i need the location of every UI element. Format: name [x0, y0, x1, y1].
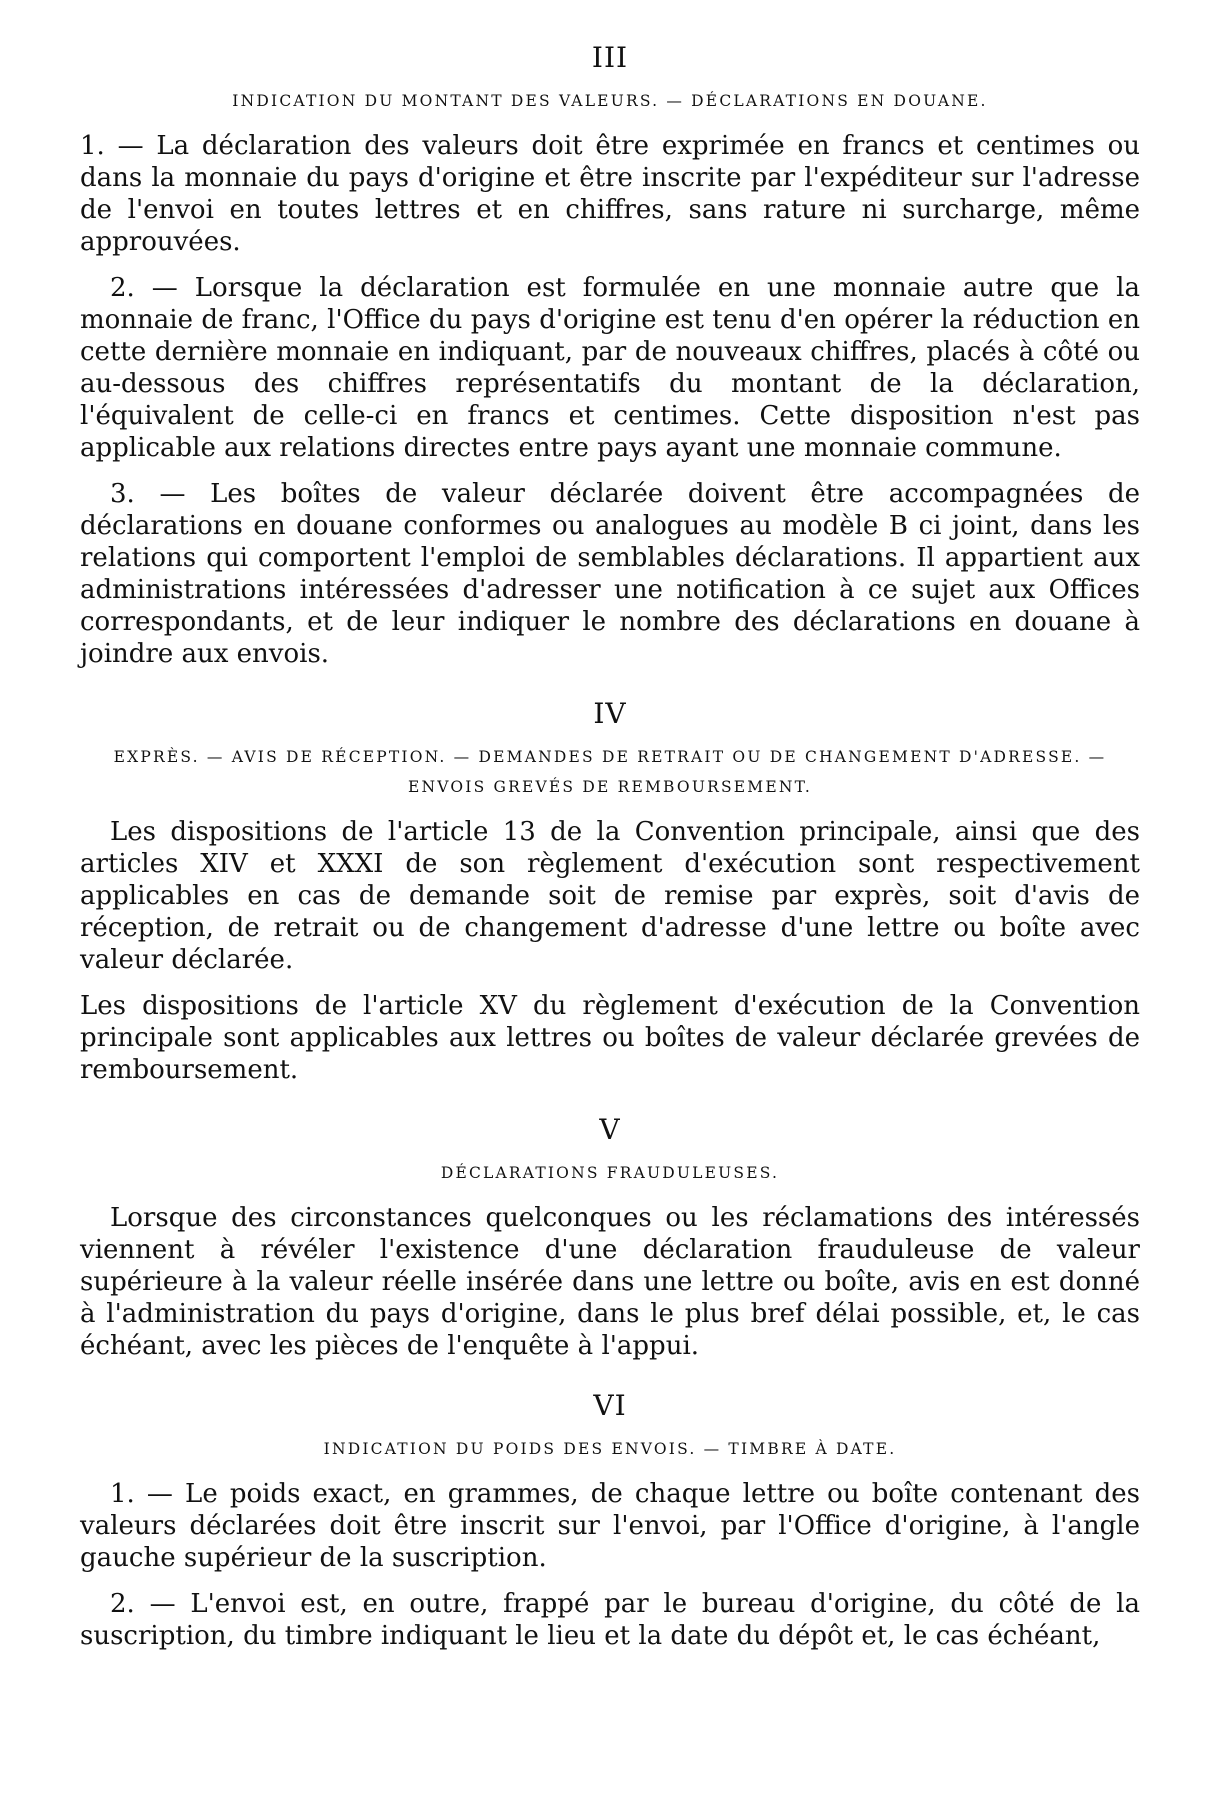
section-number: IV — [593, 697, 627, 730]
section-heading: DÉCLARATIONS FRAUDULEUSES. — [440, 1164, 780, 1182]
paragraph: 1. — La déclaration des valeurs doit être exprimée en francs et centimes ou dans la monnaie du pays d'origine et être inscrite par l'expéditeur sur l'adresse de l'envoi en toutes lettres et en chiffres, sans rature ni surcharge, même approuvées. — [80, 131, 1140, 257]
paragraph: Les dispositions de l'article 13 de la Convention principale, ainsi que des articles XIV et XXXI de son règlement d'exécution sont respectivement applicables en cas de demande soit de remise par exprès, soit d'avis de réception, de retrait ou de changement d'adresse d'une lettre ou boîte avec valeur déclarée. — [80, 817, 1140, 975]
section-iv — [80, 696, 1140, 1086]
paragraph: Lorsque des circonstances quelconques ou les réclamations des intéressés viennent à révéler l'existence d'une déclaration frauduleuse de valeur supérieure à la valeur réelle insérée dans une lettre ou boîte, avis en est donné à l'administration du pays d'origine, dans le plus bref délai possible, et, le cas échéant, avec les pièces de l'enquête à l'appui. — [80, 1203, 1140, 1361]
section-vi — [80, 1388, 1140, 1652]
section-heading: INDICATION DU MONTANT DES VALEURS. — DÉCLARATIONS EN DOUANE. — [232, 92, 988, 110]
section-heading: EXPRÈS. — AVIS DE RÉCEPTION. — DEMANDES DE RETRAIT OU DE CHANGEMENT D'ADRESSE. — ENVOIS GREVÉS DE REMBOURSEMENT. — [113, 748, 1107, 796]
section-heading: INDICATION DU POIDS DES ENVOIS. — TIMBRE À DATE. — [323, 1440, 897, 1458]
section-number: V — [599, 1113, 621, 1146]
section-v — [80, 1112, 1140, 1362]
section-number: III — [591, 41, 629, 74]
paragraph: 2. — L'envoi est, en outre, frappé par le bureau d'origine, du côté de la suscription, du timbre indiquant le lieu et la date du dépôt et, le cas échéant, — [80, 1589, 1140, 1651]
paragraph: 3. — Les boîtes de valeur déclarée doivent être accompagnées de déclarations en douane conformes ou analogues au modèle B ci joint, dans les relations qui comportent l'emploi de semblables déclarations. Il appartient aux administrations intéressées d'adresser une notification à ce sujet aux Offices correspondants, et de leur indiquer le nombre des déclarations en douane à joindre aux envois. — [80, 479, 1140, 669]
paragraph: 2. — Lorsque la déclaration est formulée en une monnaie autre que la monnaie de franc, l'Office du pays d'origine est tenu d'en opérer la réduction en cette dernière monnaie en indiquant, par de nouveaux chiffres, placés à côté ou au-dessous des chiffres représentatifs du montant de la déclaration, l'équivalent de celle-ci en francs et centimes. Cette disposition n'est pas applicable aux relations directes entre pays ayant une monnaie commune. — [80, 273, 1140, 463]
paragraph: Les dispositions de l'article XV du règlement d'exécution de la Convention principale sont applicables aux lettres ou boîtes de valeur déclarée grevées de remboursement. — [80, 991, 1140, 1085]
section-iii — [80, 40, 1140, 670]
paragraph: 1. — Le poids exact, en grammes, de chaque lettre ou boîte contenant des valeurs déclarées doit être inscrit sur l'envoi, par l'Office d'origine, à l'angle gauche supérieur de la suscription. — [80, 1479, 1140, 1573]
section-number: VI — [593, 1389, 627, 1422]
